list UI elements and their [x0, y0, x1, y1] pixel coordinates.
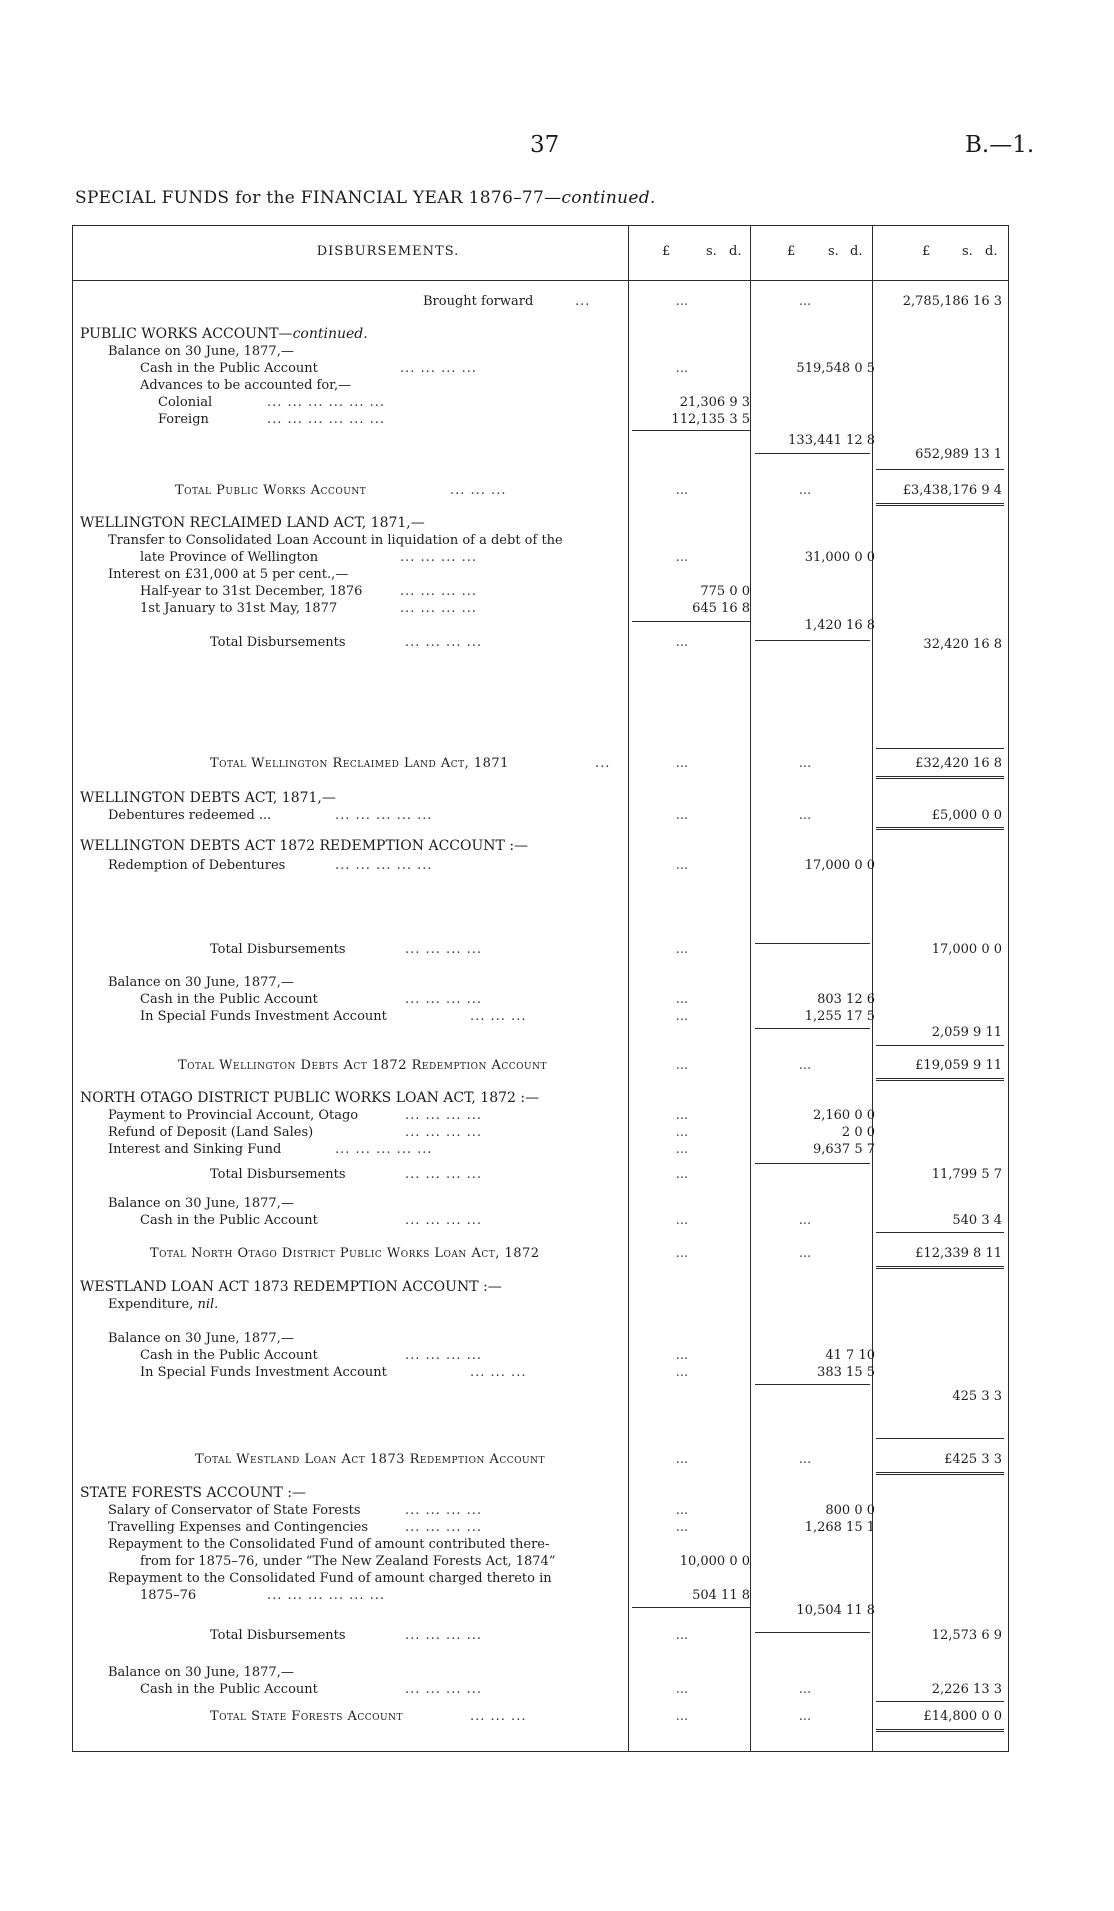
ellipsis-cell: ... — [798, 1452, 812, 1467]
row-label: Half-year to 31st December, 1876 — [140, 584, 363, 599]
table-row: Total Disbursements ... ... ... ... ... 12,573 6 9 — [210, 1628, 1002, 1643]
ellipsis-cell: ... — [675, 1108, 689, 1123]
column-header-pence: d. — [729, 244, 742, 259]
row-label: Cash in the Public Account — [140, 361, 318, 376]
amount-cell: 41 7 10 — [825, 1348, 875, 1363]
ellipsis-cell: ... — [675, 1058, 689, 1073]
table-row: In Special Funds Investment Account ... ... ... ... 383 15 5 — [140, 1365, 875, 1380]
amount-cell: 2,059 9 11 — [931, 1025, 1002, 1040]
table-row: Cash in the Public Account ... ... ... ... ... ... 540 3 4 — [140, 1213, 1002, 1228]
ellipsis-cell: ... — [798, 756, 812, 771]
table-row: Cash in the Public Account ... ... ... ... ... 41 7 10 — [140, 1348, 875, 1363]
table-row — [0, 1388, 1114, 1405]
table-row — [0, 1602, 1114, 1619]
ellipsis-cell: ... — [798, 483, 812, 498]
row-label: Interest and Sinking Fund — [108, 1142, 282, 1157]
amount-cell: 31,000 0 0 — [804, 550, 875, 565]
table-row — [0, 1057, 1114, 1074]
table-row — [0, 515, 1114, 532]
table-row: Cash in the Public Account ... ... ... ... ... ... 2,226 13 3 — [140, 1682, 1002, 1697]
column-header-pounds: £ — [662, 244, 671, 259]
amount-cell: 2,226 13 3 — [931, 1682, 1002, 1697]
amount-cell: 645 16 8 — [692, 601, 750, 616]
row-label: from for 1875–76, under “The New Zealand Forests Act, 1874” — [140, 1554, 556, 1569]
amount-cell: 21,306 9 3 — [679, 395, 750, 410]
row-label: Total Disbursements — [210, 635, 346, 650]
row-label: Total Disbursements — [210, 942, 346, 957]
ellipsis-cell: ... — [675, 294, 689, 309]
row-total-label: Total Westland Loan Act 1873 Redemption Account — [195, 1452, 545, 1467]
row-label: Transfer to Consolidated Loan Account in liquidation of a debt of the — [108, 533, 563, 548]
table-row — [0, 1296, 1114, 1313]
table-row — [0, 974, 1114, 991]
ellipsis-cell: ... — [675, 1452, 689, 1467]
row-label: Repayment to the Consolidated Fund of amount charged thereto in — [108, 1571, 552, 1586]
ellipsis-cell: ... — [675, 1348, 689, 1363]
row-label: Repayment to the Consolidated Fund of amount contributed there- — [108, 1537, 550, 1552]
column-header-pence: d. — [850, 244, 863, 259]
ellipsis-cell: ... — [675, 1365, 689, 1380]
ellipsis-cell: ... — [675, 1167, 689, 1182]
table-row — [0, 1330, 1114, 1347]
table-row — [0, 617, 1114, 634]
amount-cell: 1,268 15 1 — [804, 1520, 875, 1535]
amount-cell: £32,420 16 8 — [915, 756, 1002, 771]
table-row — [0, 1664, 1114, 1681]
ellipsis-cell: ... — [798, 1213, 812, 1228]
column-header-pounds: £ — [787, 244, 796, 259]
table-row: Total State Forests Account ... ... ... ... ... £14,800 0 0 — [210, 1709, 1002, 1724]
amount-cell: 652,989 13 1 — [915, 447, 1002, 462]
amount-cell: £19,059 9 11 — [915, 1058, 1002, 1073]
table-row — [0, 377, 1114, 394]
section-heading: WELLINGTON DEBTS ACT 1872 REDEMPTION ACCOUNT :— — [80, 838, 529, 854]
ellipsis-cell: ... — [675, 1009, 689, 1024]
table-row: Cash in the Public Account ... ... ... ... ... 803 12 6 — [140, 992, 875, 1007]
row-label: Cash in the Public Account — [140, 1213, 318, 1228]
row-label: Balance on 30 June, 1877,— — [108, 1331, 294, 1346]
column-header-shillings: s. — [962, 244, 973, 259]
table-row: 1875–76 ... ... ... ... ... ... 504 11 8 — [140, 1588, 750, 1603]
row-label: Refund of Deposit (Land Sales) — [108, 1125, 314, 1140]
table-row — [0, 790, 1114, 807]
row-label: Balance on 30 June, 1877,— — [108, 975, 294, 990]
table-row — [0, 343, 1114, 360]
row-label: Payment to Provincial Account, Otago — [108, 1108, 359, 1123]
ellipsis-cell: ... — [675, 1213, 689, 1228]
ellipsis-cell: ... — [675, 361, 689, 376]
table-row: Colonial ... ... ... ... ... ... 21,306 9 3 — [158, 395, 750, 410]
ellipsis-cell: ... — [675, 1520, 689, 1535]
table-row — [0, 446, 1114, 463]
table-row — [0, 1024, 1114, 1041]
table-row — [0, 1195, 1114, 1212]
row-total-label: Total Wellington Debts Act 1872 Redemption Account — [178, 1058, 547, 1073]
table-row — [0, 838, 1114, 855]
row-label: In Special Funds Investment Account — [140, 1365, 387, 1380]
row-label: Expenditure, nil. — [108, 1297, 219, 1312]
table-row: Cash in the Public Account ... ... ... ... ... 519,548 0 5 — [140, 361, 875, 376]
amount-cell: £3,438,176 9 4 — [902, 483, 1002, 498]
row-label: Total Disbursements — [210, 1167, 346, 1182]
row-total-label: Total State Forests Account — [210, 1709, 404, 1724]
amount-cell: 383 15 5 — [817, 1365, 875, 1380]
row-label: Cash in the Public Account — [140, 1348, 318, 1363]
table-row: Brought forward ... ... ... 2,785,186 16 3 — [423, 294, 1002, 309]
row-total-label: Total Wellington Reclaimed Land Act, 1871 — [210, 756, 509, 771]
row-label: late Province of Wellington — [140, 550, 319, 565]
row-label: Colonial — [158, 395, 213, 410]
document-code: B.—1. — [965, 132, 1035, 158]
row-label: Cash in the Public Account — [140, 1682, 318, 1697]
table-row — [0, 326, 1114, 343]
row-label: Salary of Conservator of State Forests — [108, 1503, 361, 1518]
table-row: Redemption of Debentures ... ... ... ... ... ... 17,000 0 0 — [108, 858, 875, 873]
table-row: 1st January to 31st May, 1877 ... ... ... ... 645 16 8 — [140, 601, 750, 616]
ellipsis-cell: ... — [675, 858, 689, 873]
ellipsis-cell: ... — [798, 1058, 812, 1073]
ellipsis-cell: ... — [675, 1628, 689, 1643]
table-row — [0, 1553, 1114, 1570]
table-row — [0, 1090, 1114, 1107]
section-heading: WESTLAND LOAN ACT 1873 REDEMPTION ACCOUNT :— — [80, 1279, 502, 1295]
amount-cell: 12,573 6 9 — [931, 1628, 1002, 1643]
table-row — [0, 1279, 1114, 1296]
table-row — [0, 566, 1114, 583]
row-label: 1875–76 — [140, 1588, 197, 1603]
amount-cell: 800 0 0 — [825, 1503, 875, 1518]
ellipsis-cell: ... — [675, 1682, 689, 1697]
row-label: Interest on £31,000 at 5 per cent.,— — [108, 567, 349, 582]
ellipsis-cell: ... — [675, 992, 689, 1007]
row-label: Balance on 30 June, 1877,— — [108, 1665, 294, 1680]
ellipsis-cell: ... — [675, 808, 689, 823]
amount-cell: 1,420 16 8 — [804, 618, 875, 633]
row-label: In Special Funds Investment Account — [140, 1009, 387, 1024]
row-label: Balance on 30 June, 1877,— — [108, 1196, 294, 1211]
amount-cell: 112,135 3 5 — [671, 412, 750, 427]
table-row — [0, 1485, 1114, 1502]
ellipsis-cell: ... — [798, 808, 812, 823]
table-row — [0, 636, 1114, 653]
table-row: late Province of Wellington ... ... ... ... ... 31,000 0 0 — [140, 550, 875, 565]
table-row — [0, 1245, 1114, 1262]
table-row: Total Disbursements ... ... ... ... ... — [0, 634, 1114, 651]
table-row: Payment to Provincial Account, Otago ... ... ... ... ... 2,160 0 0 — [108, 1108, 875, 1123]
column-header-pence: d. — [985, 244, 998, 259]
amount-cell: 10,000 0 0 — [679, 1554, 750, 1569]
ellipsis-cell: ... — [675, 635, 689, 650]
table-row: Refund of Deposit (Land Sales) ... ... ... ... ... 2 0 0 — [108, 1125, 875, 1140]
row-label: Cash in the Public Account — [140, 992, 318, 1007]
amount-cell: £12,339 8 11 — [915, 1246, 1002, 1261]
row-label: Total Disbursements — [210, 1628, 346, 1643]
row-label: Brought forward — [423, 294, 534, 309]
section-heading: PUBLIC WORKS ACCOUNT—continued. — [80, 326, 368, 342]
table-row: Foreign ... ... ... ... ... ... 112,135 3 5 — [158, 412, 750, 427]
row-label: Debentures redeemed ... — [108, 808, 272, 823]
ellipsis-cell: ... — [798, 1709, 812, 1724]
column-header-pounds: £ — [922, 244, 931, 259]
amount-cell: 519,548 0 5 — [796, 361, 875, 376]
amount-cell: 775 0 0 — [700, 584, 750, 599]
table-row: Interest and Sinking Fund ... ... ... ... ... ... 9,637 5 7 — [108, 1142, 875, 1157]
amount-cell: 17,000 0 0 — [804, 858, 875, 873]
page-number: 37 — [530, 132, 560, 158]
section-heading: STATE FORESTS ACCOUNT :— — [80, 1485, 307, 1501]
ellipsis-cell: ... — [675, 1503, 689, 1518]
amount-cell: 425 3 3 — [952, 1389, 1002, 1404]
page-title-main: SPECIAL FUNDS for the FINANCIAL YEAR 1876–77— — [75, 188, 562, 208]
amount-cell: 17,000 0 0 — [931, 942, 1002, 957]
table-row: Half-year to 31st December, 1876 ... ... ... ... 775 0 0 — [140, 584, 750, 599]
amount-cell: 2,160 0 0 — [812, 1108, 875, 1123]
ellipsis-cell: ... — [675, 1709, 689, 1724]
table-row: Travelling Expenses and Contingencies ... ... ... ... ... 1,268 15 1 — [108, 1520, 875, 1535]
amount-cell: 2 0 0 — [841, 1125, 875, 1140]
row-label: Balance on 30 June, 1877,— — [108, 344, 294, 359]
amount-cell: 9,637 5 7 — [812, 1142, 875, 1157]
amount-cell: 540 3 4 — [952, 1213, 1002, 1228]
amount-cell: £14,800 0 0 — [923, 1709, 1002, 1724]
section-heading: NORTH OTAGO DISTRICT PUBLIC WORKS LOAN ACT, 1872 :— — [80, 1090, 540, 1106]
table-row — [0, 532, 1114, 549]
amount-cell: £5,000 0 0 — [931, 808, 1002, 823]
amount-cell: 32,420 16 8 — [923, 637, 1002, 652]
column-header-disbursements: DISBURSEMENTS. — [316, 244, 460, 259]
table-row: Debentures redeemed ... ... ... ... ... ... ... ... £5,000 0 0 — [108, 808, 1002, 823]
amount-cell: 11,799 5 7 — [931, 1167, 1002, 1182]
row-label: Advances to be accounted for,— — [140, 378, 352, 393]
amount-cell: 10,504 11 8 — [796, 1603, 875, 1618]
table-row — [0, 1451, 1114, 1468]
table-row: Salary of Conservator of State Forests ... ... ... ... ... 800 0 0 — [108, 1503, 875, 1518]
amount-cell: 803 12 6 — [817, 992, 875, 1007]
table-row: Total Public Works Account ... ... ... ... ... £3,438,176 9 4 — [175, 483, 1002, 498]
header-rule — [72, 280, 1009, 281]
table-row: Total Disbursements ... ... ... ... ... 17,000 0 0 — [210, 942, 1002, 957]
amount-cell: £425 3 3 — [944, 1452, 1002, 1467]
table-row — [0, 1570, 1114, 1587]
page-title-suffix: continued. — [561, 188, 656, 208]
column-header-shillings: s. — [828, 244, 839, 259]
amount-cell: 2,785,186 16 3 — [902, 294, 1002, 309]
table-row — [0, 1536, 1114, 1553]
section-heading: WELLINGTON RECLAIMED LAND ACT, 1871,— — [80, 515, 425, 531]
amount-cell: 133,441 12 8 — [788, 433, 875, 448]
ellipsis-cell: ... — [675, 756, 689, 771]
amount-cell: 1,255 17 5 — [804, 1009, 875, 1024]
amount-cell: 504 11 8 — [692, 1588, 750, 1603]
table-row: Total Wellington Reclaimed Land Act, 1871 ... ... ... £32,420 16 8 — [210, 756, 1002, 771]
row-label: 1st January to 31st May, 1877 — [140, 601, 338, 616]
page-title — [75, 188, 656, 208]
table-row: Total Disbursements ... ... ... ... ... 11,799 5 7 — [210, 1167, 1002, 1182]
ellipsis-cell: ... — [675, 1246, 689, 1261]
ellipsis-cell: ... — [675, 550, 689, 565]
row-label: Travelling Expenses and Contingencies — [108, 1520, 369, 1535]
ellipsis-cell: ... — [675, 1142, 689, 1157]
section-heading: WELLINGTON DEBTS ACT, 1871,— — [80, 790, 336, 806]
row-label: Redemption of Debentures — [108, 858, 286, 873]
table-row: In Special Funds Investment Account ... ... ... ... 1,255 17 5 — [140, 1009, 875, 1024]
ellipsis-cell: ... — [675, 1125, 689, 1140]
ellipsis-cell: ... — [675, 942, 689, 957]
row-total-label: Total Public Works Account — [175, 483, 367, 498]
row-total-label: Total North Otago District Public Works Loan Act, 1872 — [150, 1246, 540, 1261]
ellipsis-cell: ... — [798, 294, 812, 309]
ellipsis-cell: ... — [675, 483, 689, 498]
ellipsis-cell: ... — [798, 1246, 812, 1261]
column-header-shillings: s. — [706, 244, 717, 259]
ellipsis-cell: ... — [798, 1682, 812, 1697]
row-label: Foreign — [158, 412, 209, 427]
